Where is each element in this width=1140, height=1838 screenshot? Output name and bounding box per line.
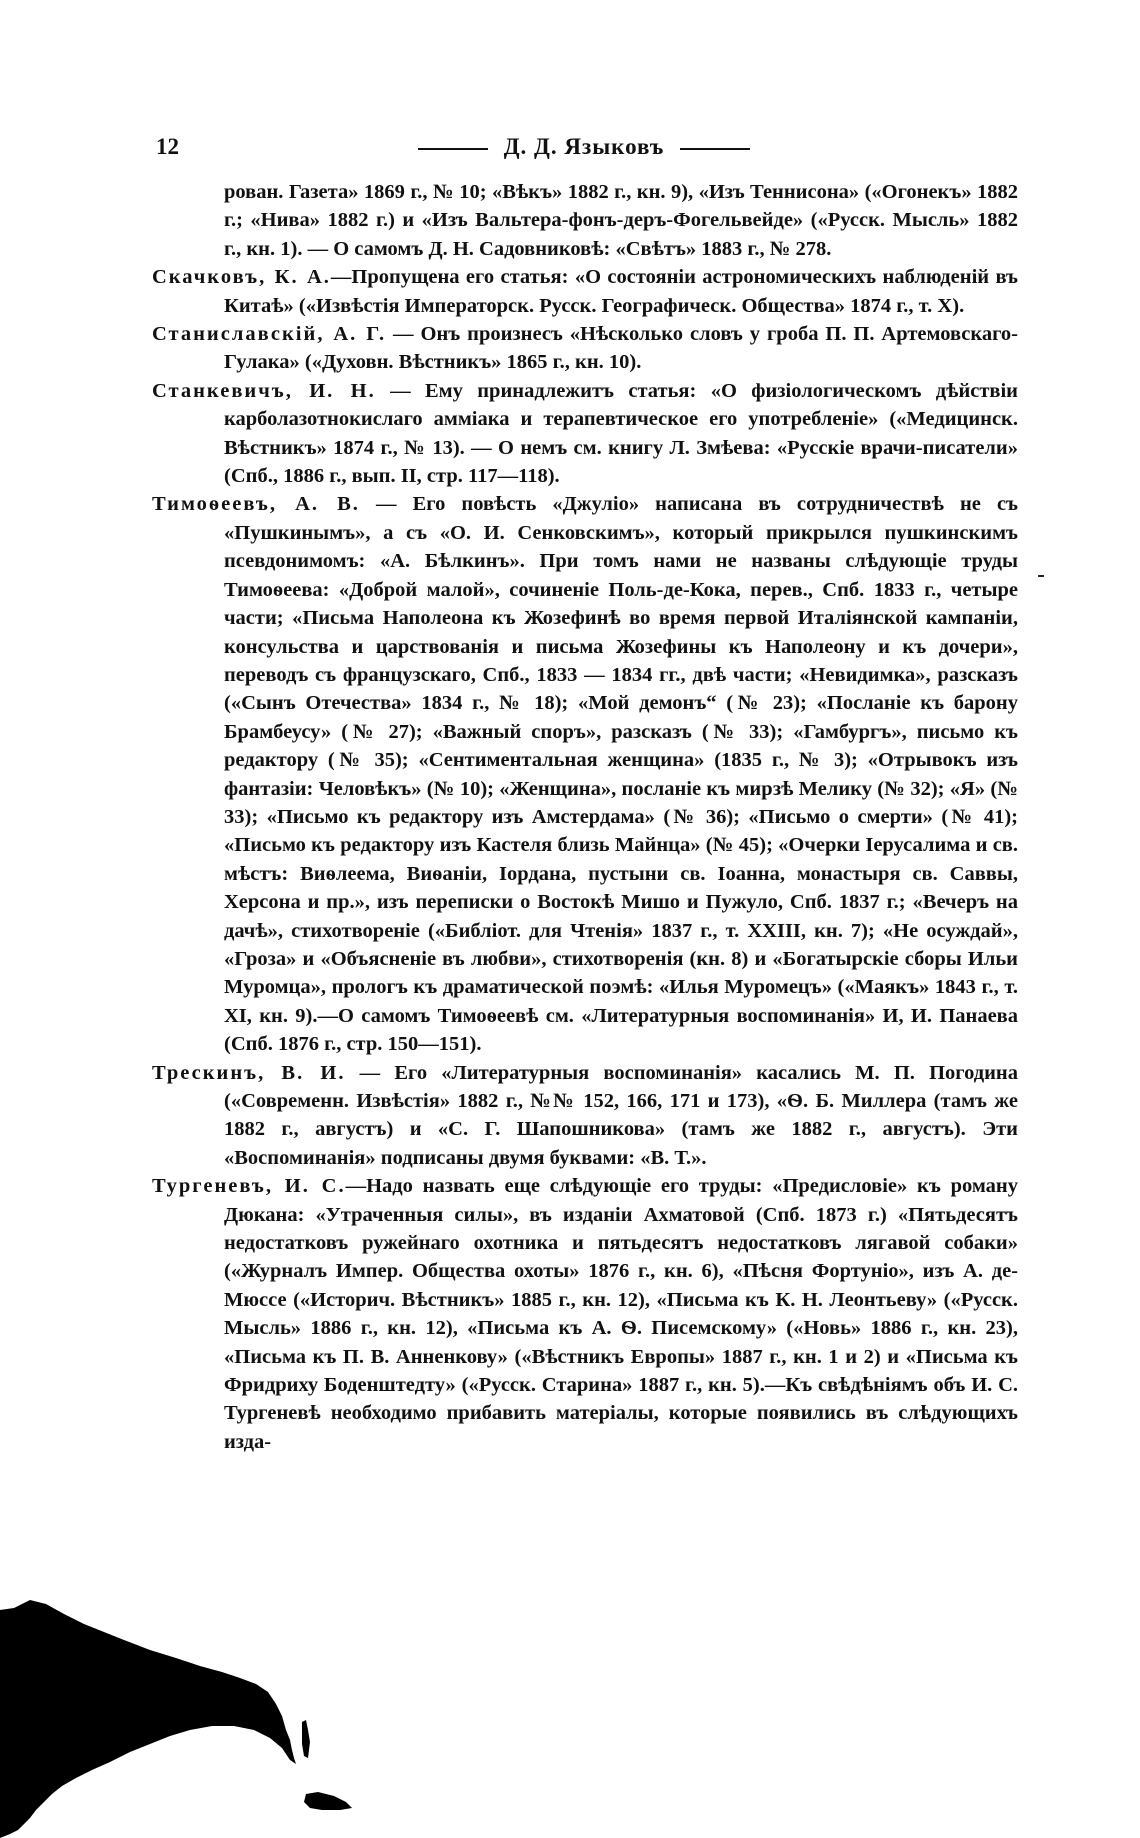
entry-text: —Пропущена его статья: «О состояніи астрономическихъ наблюденій въ Китаѣ» («Извѣстія Императорск. Русск. Географическ. Общества» 1874 г., т. X). [224,266,1018,317]
continuation-paragraph [152,178,1018,263]
entry-stanislavsky [152,320,1018,377]
entry-name: Станкевичъ, И. Н. [152,379,376,402]
entry-text: —Надо назвать еще слѣдующіе его труды: «Предисловіе» къ роману Дюкана: «Утраченныя силы», въ изданіи Ахматовой (Спб. 1873 г.) «Пятьдесятъ недостатковъ ружейнаго охотника и пятьдесятъ недостатковъ лягавой собаки» («Журналъ Импер. Общества охоты» 1876 г., кн. 6), «Пѣсня Фортуніо», изъ А. де-Мюссе («Историч. Вѣстникъ» 1885 г., кн. 12), «Письма къ К. Н. Леонтьеву» («Русск. Мысль» 1886 г., кн. 12), «Письма къ А. Ѳ. Писемскому» («Новь» 1886 г., кн. 23), «Письма къ П. В. Анненкову» («Вѣстникъ Европы» 1887 г., кн. 1 и 2) и «Письма къ Фридриху Боденштедту» («Русск. Старина» 1887 г., кн. 5).—Къ свѣдѣніямъ объ И. С. Тургеневѣ необходимо прибавить матеріалы, которые появились въ слѣдующихъ изда- [224,1175,1018,1453]
running-title-block [150,134,1018,160]
page-number: 12 [156,134,179,159]
page-header [150,134,1018,170]
entry-name: Станиславскій, А. Г. [152,323,387,346]
entry-name: Тургеневъ, И. С. [152,1175,346,1198]
entry-treskin [152,1059,1018,1173]
entry-name: Тимоѳеевъ, А. В. [152,493,360,516]
running-title: Д. Д. Языковъ [503,134,665,159]
title-rule-left [418,148,488,150]
entry-turgenev [152,1172,1018,1456]
entry-text: — Ему принадлежитъ статья: «О физіологическомъ дѣйствіи карболазотнокислаго аммiака и терапевтическое его употребленіе» («Медицинск. Вѣстникъ» 1874 г., № 13). — О немъ см. книгу Л. Змѣева: «Русскіе врачи-писатели» (Спб., 1886 г., вып. II, стр. 117—118). [224,379,1018,488]
entry-timofeev [152,490,1018,1058]
title-rule-right [680,148,750,150]
entry-stankevich [152,377,1018,491]
entry-text: — Онъ произнесъ «Нѣсколько словъ у гроба П. П. Артемовскаго-Гулака» («Духовн. Вѣстникъ» 1865 г., кн. 10). [224,323,1018,374]
entry-name: Скачковъ, К. А. [152,266,331,289]
paragraph-text: рован. Газета» 1869 г., № 10; «Вѣкъ» 1882 г., кн. 9), «Изъ Теннисона» («Огонекъ» 1882 г.; «Нива» 1882 г.) и «Изъ Вальтера-фонъ-деръ-Фогельвейде» («Русск. Мысль» 1882 г., кн. 1). — О самомъ Д. Н. Садовниковѣ: «Свѣтъ» 1883 г., № 278. [224,181,1018,260]
page-body [152,178,1018,1456]
entry-name: Трескинъ, В. И. [152,1061,346,1084]
margin-mark [1038,575,1044,577]
scan-artifact [0,1580,360,1838]
entry-text: — Его повѣсть «Джуліо» написана въ сотрудничествѣ не съ «Пушкинымъ», а съ «О. И. Сенковскимъ», который прикрылся пушкинскимъ псевдонимомъ: «А. Бѣлкинъ». При томъ нами не названы слѣдующіе труды Тимоѳеева: «Доброй малой», сочиненіе Поль-де-Кока, перев., Спб. 1833 г., четыре части; «Письма Наполеона къ Жозефинѣ во время первой Италіянской кампаніи, консульства и царствованія и письма Жозефины къ Наполеону и къ дочери», переводъ съ французскаго, Спб., 1833 — 1834 гг., двѣ части; «Невидимка», разсказъ («Сынъ Отечества» 1834 г., № 18); «Мой демонъ“ (№ 23); «Посланіе къ барону Брамбеусу» (№ 27); «Важный споръ», разсказъ (№ 33); «Гамбургъ», письмо къ редактору (№ 35); «Сентиментальная женщина» (1835 г., № 3); «Отрывокъ изъ фантазіи: Человѣкъ» (№ 10); «Женщина», посланіе къ мирзѣ Мелику (№ 32); «Я» (№ 33); «Письмо къ редактору изъ Амстердама» (№ 36); «Письмо о смерти» (№ 41); «Письмо къ редактору изъ Кастеля близь Майнца» (№ 45); «Очерки Іерусалима и св. мѣстъ: Виѳлеема, Виѳаніи, Іордана, пустыни св. Іоанна, монастыря св. Саввы, Херсона и пр.», изъ переписки о Востокѣ Мишо и Пужуло, Спб. 1837 г.; «Вечеръ на дачѣ», стихотвореніе («Библіот. для Чтенія» 1837 г., т. XXIII, кн. 7); «Не осуждай», «Гроза» и «Объясненіе въ любви», стихотворенія (кн. 8) и «Богатырскіе сборы Ильи Муромца», прологъ къ драматической поэмѣ: «Илья Муромецъ» («Маякъ» 1843 г., т. XI, кн. 9).—О самомъ Тимоѳеевѣ см. «Литературныя воспоминанія» И, И. Панаева (Спб. 1876 г., стр. 150—151). [224,493,1019,1056]
entry-skachkov [152,263,1018,320]
entry-text: — Его «Литературныя воспоминанія» касались М. П. Погодина («Современн. Извѣстія» 1882 г., №№ 152, 166, 171 и 173), «Ѳ. Б. Миллера (тамъ же 1882 г., августъ) и «С. Г. Шапошникова» (тамъ же 1882 г., августъ). Эти «Воспоминанія» подписаны двумя буквами: «В. Т.». [224,1061,1018,1169]
